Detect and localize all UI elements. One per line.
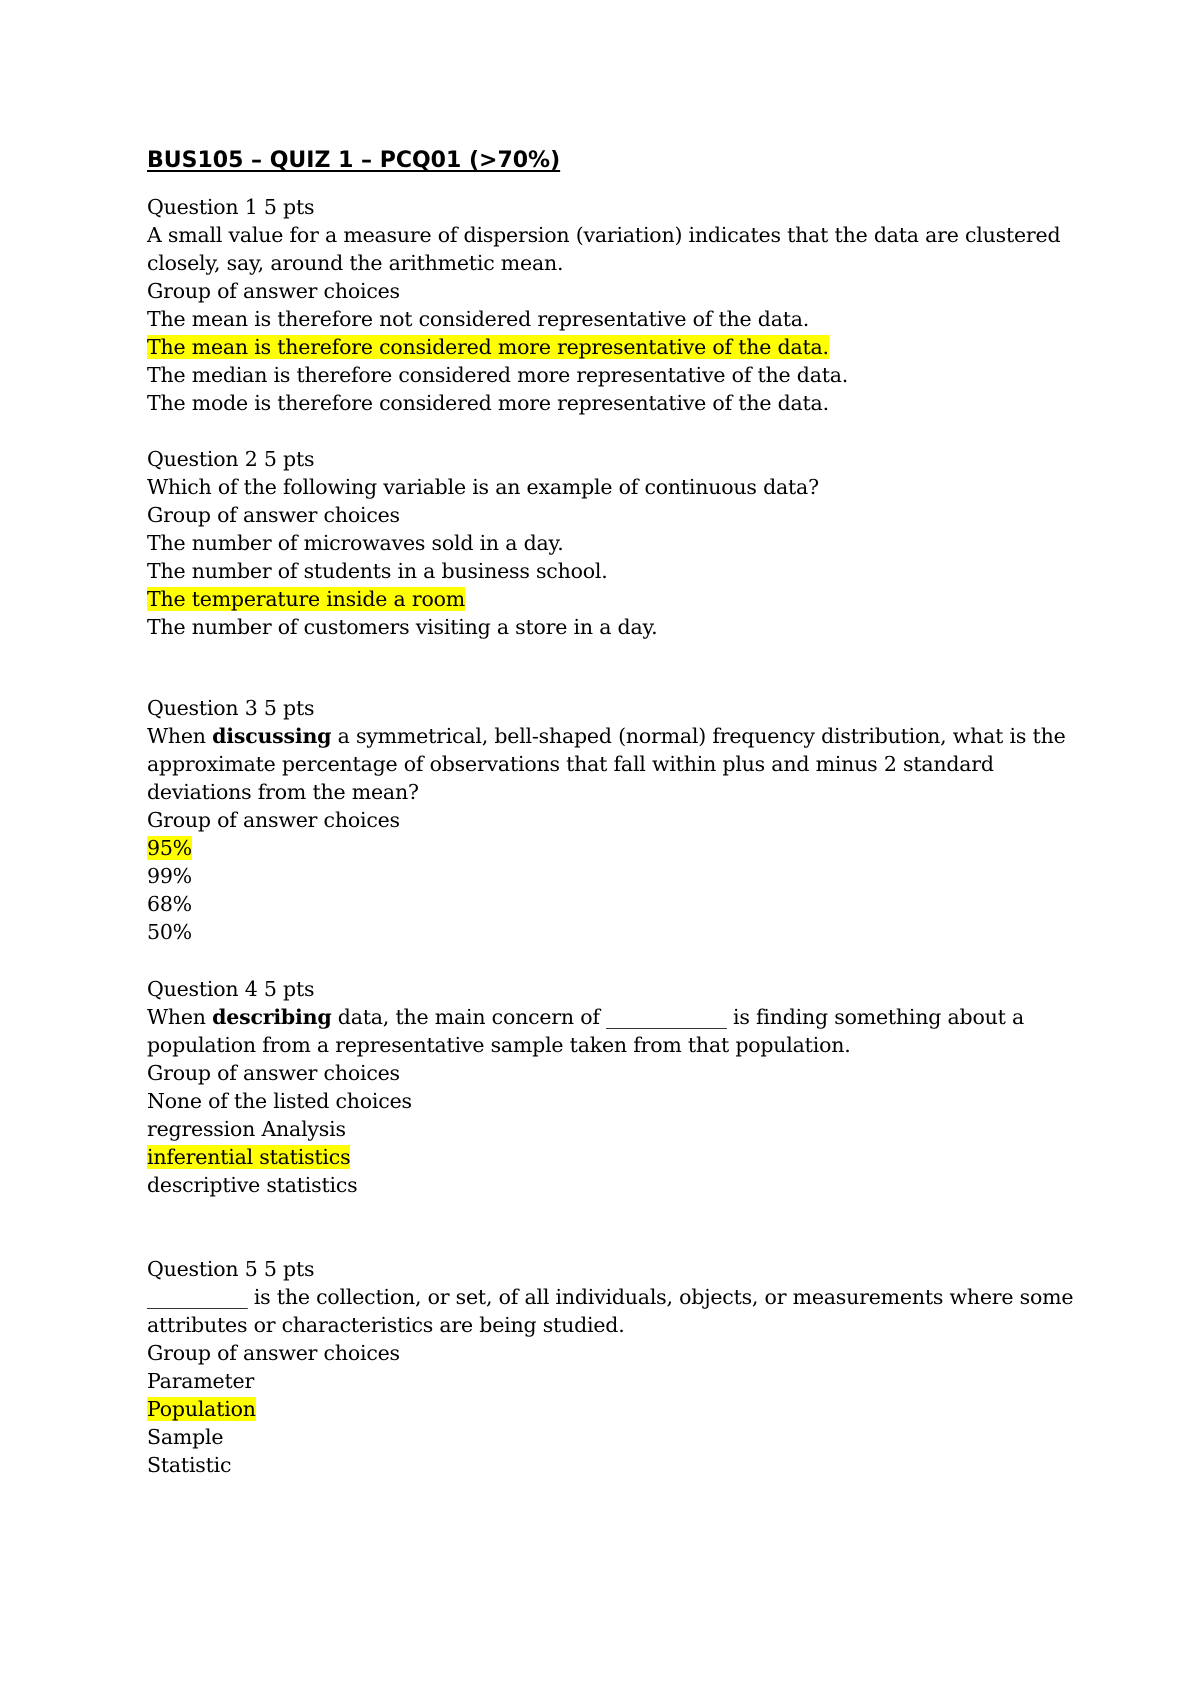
group-label: Group of answer choices [147, 808, 400, 832]
answer-choice: 50% [147, 920, 192, 944]
answer-choice: regression Analysis [147, 1117, 346, 1141]
question-text: A small value for a measure of dispersion (variation) indicates that the data are clustered closely, say, around the arithmetic mean. [147, 223, 1061, 275]
question-5 [147, 1255, 1077, 1479]
group-label: Group of answer choices [147, 1341, 400, 1365]
question-1 [147, 193, 1077, 417]
answer-choice-highlighted: Population [147, 1397, 256, 1421]
answer-choice: Parameter [147, 1369, 255, 1393]
answer-choice: The number of customers visiting a store in a day. [147, 615, 658, 639]
question-header: Question 3 5 pts [147, 696, 315, 720]
question-2 [147, 445, 1077, 641]
answer-choice-highlighted: inferential statistics [147, 1145, 351, 1169]
answer-choice: Statistic [147, 1453, 232, 1477]
answer-choice: The mean is therefore not considered representative of the data. [147, 307, 810, 331]
answer-choice: 99% [147, 864, 192, 888]
answer-choice: None of the listed choices [147, 1089, 412, 1113]
answer-choice: 68% [147, 892, 192, 916]
answer-choice-highlighted: 95% [147, 836, 192, 860]
answer-choice: The number of students in a business school. [147, 559, 608, 583]
group-label: Group of answer choices [147, 1061, 400, 1085]
answer-choice: descriptive statistics [147, 1173, 358, 1197]
question-4 [147, 975, 1077, 1199]
question-text: __________ is the collection, or set, of all individuals, objects, or measurements where some attributes or characteristics are being studied. [147, 1285, 1074, 1337]
group-label: Group of answer choices [147, 279, 400, 303]
question-text: When describing data, the main concern of ____________ is finding something about a population from a representative sample taken from that population. [147, 1005, 1024, 1057]
question-header: Question 1 5 pts [147, 195, 315, 219]
question-text: Which of the following variable is an example of continuous data? [147, 475, 819, 499]
question-3 [147, 694, 1077, 946]
answer-choice: The median is therefore considered more representative of the data. [147, 363, 849, 387]
answer-choice-highlighted: The mean is therefore considered more representative of the data. [147, 335, 829, 359]
answer-choice: The number of microwaves sold in a day. [147, 531, 564, 555]
answer-choice-highlighted: The temperature inside a room [147, 587, 465, 611]
question-header: Question 4 5 pts [147, 977, 315, 1001]
question-header: Question 5 5 pts [147, 1257, 315, 1281]
question-header: Question 2 5 pts [147, 447, 315, 471]
answer-choice: The mode is therefore considered more representative of the data. [147, 391, 829, 415]
question-text: When discussing a symmetrical, bell-shaped (normal) frequency distribution, what is the approximate percentage of observations that fall within plus and minus 2 standard deviations from the mean? [147, 724, 1066, 804]
answer-choice: Sample [147, 1425, 224, 1449]
document-title: BUS105 – QUIZ 1 – PCQ01 (>70%) [147, 148, 561, 173]
group-label: Group of answer choices [147, 503, 400, 527]
